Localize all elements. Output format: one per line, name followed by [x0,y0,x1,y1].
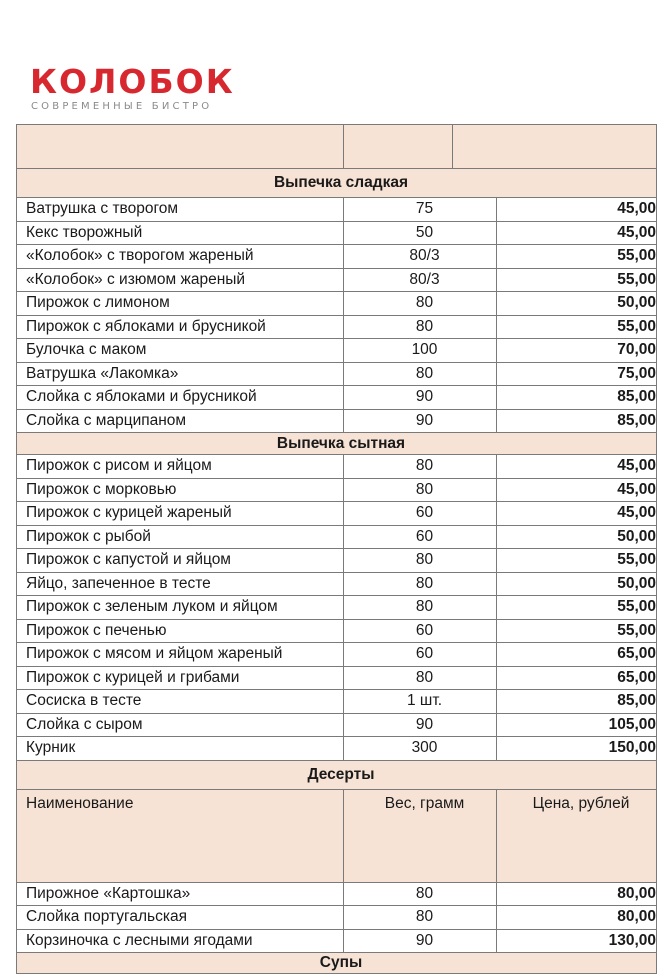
item-name: Пирожок с мясом и яйцом жареный [17,643,344,667]
logo [30,64,235,112]
item-name: Ватрушка «Лакомка» [17,362,344,386]
item-name: Пирожок с печенью [17,619,344,643]
item-weight: 80 [344,549,497,573]
column-header-row [17,789,657,882]
item-name: Пирожок с рыбой [17,525,344,549]
menu-item-row [17,525,657,549]
menu-item-row [17,315,657,339]
menu-item-row [17,713,657,737]
item-price: 45,00 [497,198,657,222]
menu-item-row [17,666,657,690]
item-weight: 90 [344,929,497,953]
item-weight: 80 [344,666,497,690]
item-weight: 60 [344,525,497,549]
item-price: 45,00 [497,502,657,526]
item-name: Пирожок с курицей и грибами [17,666,344,690]
section-title: Десерты [17,760,657,789]
item-weight: 80 [344,596,497,620]
header-name: Наименование [17,789,344,882]
section-title: Выпечка сладкая [17,169,657,198]
item-price: 70,00 [497,339,657,363]
empty-cell [344,125,453,169]
item-weight: 75 [344,198,497,222]
menu-item-row [17,549,657,573]
item-weight: 60 [344,619,497,643]
item-weight: 80 [344,572,497,596]
item-price: 55,00 [497,596,657,620]
item-weight: 80 [344,478,497,502]
item-price: 55,00 [497,549,657,573]
item-name: «Колобок» с творогом жареный [17,245,344,269]
item-name: Булочка с маком [17,339,344,363]
item-price: 55,00 [497,619,657,643]
item-price: 80,00 [497,906,657,930]
item-weight: 80 [344,882,497,906]
item-weight: 100 [344,339,497,363]
item-price: 80,00 [497,882,657,906]
item-weight: 80/3 [344,268,497,292]
item-name: Сосиска в тесте [17,690,344,714]
item-price: 55,00 [497,268,657,292]
section-title: Выпечка сытная [17,433,657,455]
menu-item-row [17,619,657,643]
item-name: Корзиночка с лесными ягодами [17,929,344,953]
menu-item-row [17,455,657,479]
menu-table [16,124,657,974]
header-price: Цена, рублей [497,789,657,882]
item-price: 65,00 [497,643,657,667]
item-name: Слойка португальская [17,906,344,930]
menu-item-row [17,478,657,502]
menu-item-row [17,643,657,667]
item-name: Пирожок с рисом и яйцом [17,455,344,479]
item-price: 150,00 [497,737,657,761]
item-name: «Колобок» с изюмом жареный [17,268,344,292]
item-weight: 90 [344,386,497,410]
section-title-row [17,169,657,198]
item-name: Пирожок с яблоками и брусникой [17,315,344,339]
item-weight: 300 [344,737,497,761]
item-weight: 90 [344,409,497,433]
menu-item-row [17,882,657,906]
item-name: Кекс творожный [17,221,344,245]
item-price: 45,00 [497,221,657,245]
item-weight: 90 [344,713,497,737]
item-weight: 60 [344,502,497,526]
menu-item-row [17,906,657,930]
top-empty-row [17,125,657,169]
item-price: 50,00 [497,292,657,316]
section-title: Супы [17,953,657,974]
item-price: 65,00 [497,666,657,690]
item-name: Пирожок с капустой и яйцом [17,549,344,573]
item-weight: 50 [344,221,497,245]
item-name: Слойка с яблоками и брусникой [17,386,344,410]
empty-cell [17,125,344,169]
empty-cell [453,125,657,169]
item-name: Слойка с марципаном [17,409,344,433]
item-weight: 80 [344,362,497,386]
menu-item-row [17,737,657,761]
section-title-row-cut [17,953,657,974]
item-weight: 60 [344,643,497,667]
item-price: 85,00 [497,409,657,433]
menu-item-row [17,690,657,714]
menu-item-row [17,245,657,269]
header-weight: Вес, грамм [344,789,497,882]
menu-body [17,125,657,974]
menu-item-row [17,339,657,363]
item-price: 50,00 [497,525,657,549]
menu-item-row [17,221,657,245]
item-price: 55,00 [497,245,657,269]
item-price: 85,00 [497,386,657,410]
menu-item-row [17,198,657,222]
item-price: 55,00 [497,315,657,339]
item-price: 130,00 [497,929,657,953]
item-price: 45,00 [497,455,657,479]
item-name: Пирожок с зеленым луком и яйцом [17,596,344,620]
item-name: Пирожок с лимоном [17,292,344,316]
item-name: Пирожное «Картошка» [17,882,344,906]
item-name: Пирожок с морковью [17,478,344,502]
menu-item-row [17,292,657,316]
section-title-row [17,760,657,789]
item-weight: 80/3 [344,245,497,269]
menu-item-row [17,268,657,292]
item-name: Пирожок с курицей жареный [17,502,344,526]
item-price: 75,00 [497,362,657,386]
item-weight: 80 [344,906,497,930]
item-weight: 80 [344,292,497,316]
item-weight: 80 [344,315,497,339]
item-name: Яйцо, запеченное в тесте [17,572,344,596]
item-weight: 1 шт. [344,690,497,714]
menu-item-row [17,362,657,386]
menu-item-row [17,572,657,596]
logo-subtitle: СОВРЕМЕННЫЕ БИСТРО [31,101,213,112]
item-price: 85,00 [497,690,657,714]
item-name: Курник [17,737,344,761]
menu-item-row [17,386,657,410]
item-name: Ватрушка с творогом [17,198,344,222]
item-price: 50,00 [497,572,657,596]
section-title-row [17,433,657,455]
menu-item-row [17,596,657,620]
item-weight: 80 [344,455,497,479]
menu-item-row [17,502,657,526]
item-name: Слойка с сыром [17,713,344,737]
menu-item-row [17,929,657,953]
item-price: 45,00 [497,478,657,502]
item-price: 105,00 [497,713,657,737]
menu-item-row [17,409,657,433]
logo-name: КОЛОБОК [30,62,235,101]
